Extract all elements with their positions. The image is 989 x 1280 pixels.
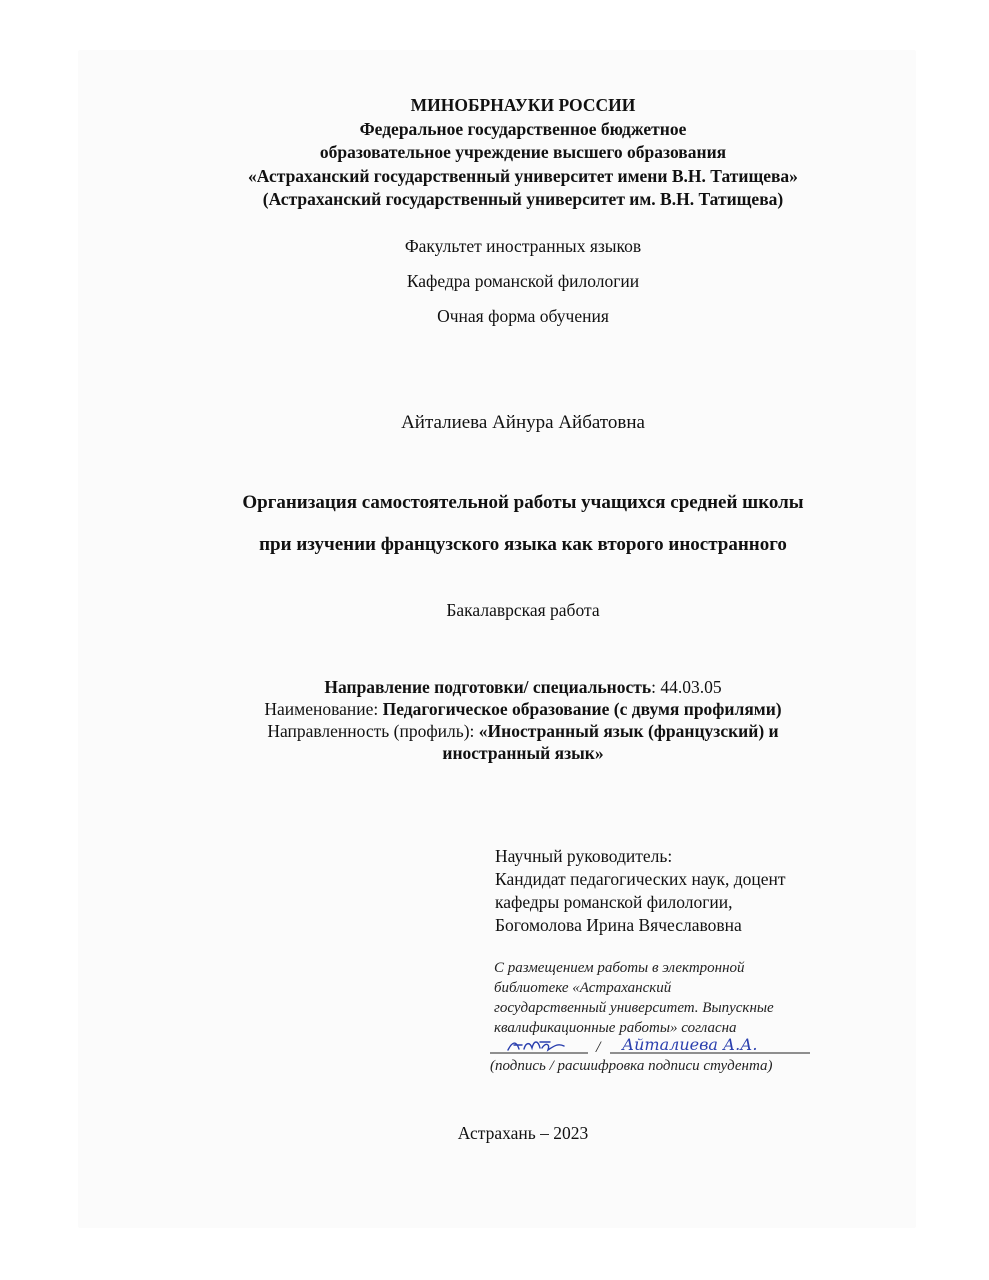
institution-header	[0, 94, 989, 212]
ministry-line: МИНОБРНАУКИ РОССИИ	[410, 95, 636, 115]
direction-block	[0, 676, 989, 764]
program-label: Наименование:	[264, 699, 383, 719]
institution-type-line: Федеральное государственное бюджетное	[359, 118, 687, 139]
supervisor-block	[495, 845, 786, 937]
program-value: Педагогическое образование (с двумя профилями)	[382, 699, 782, 719]
direction-line-3	[0, 720, 989, 742]
supervisor-department: кафедры романской филологии,	[495, 892, 733, 912]
university-full-name: «Астраханский государственный университет имени В.Н. Татищева»	[248, 165, 798, 186]
supervisor-name: Богомолова Ирина Вячеславовна	[495, 915, 742, 935]
signature-separator: /	[596, 1039, 601, 1056]
institution-level-line: образовательное учреждение высшего образования	[319, 142, 727, 162]
work-type: Бакалаврская работа	[446, 600, 600, 620]
profile-value: «Иностранный язык (французский) и	[478, 721, 779, 741]
handwritten-name: Айталиева А.А.	[622, 1035, 758, 1054]
consent-line-1: С размещением работы в электронной	[494, 960, 745, 976]
handwritten-signature	[508, 1042, 564, 1050]
direction-code: : 44.03.05	[651, 677, 722, 697]
direction-label: Направление подготовки/ специальность	[324, 677, 652, 697]
direction-line-1	[0, 676, 989, 698]
direction-line-2	[0, 698, 989, 720]
signature-caption: (подпись / расшифровка подписи студента)	[490, 1058, 773, 1074]
consent-line-3: государственный университет. Выпускные	[494, 1000, 774, 1016]
author-name: Айталиева Айнура Айбатовна	[401, 412, 645, 433]
profile-value-continued: иностранный язык»	[442, 743, 604, 763]
thesis-title-line-2: при изучении французского языка как второго иностранного	[259, 534, 787, 555]
consent-statement	[494, 958, 774, 1038]
signature-line	[488, 1028, 818, 1060]
thesis-title-line-1: Организация самостоятельной работы учащихся средней школы	[242, 492, 804, 513]
supervisor-label: Научный руководитель:	[495, 846, 673, 866]
consent-line-4: квалификационные работы» согласна	[494, 1020, 737, 1036]
study-form: Очная форма обучения	[437, 306, 609, 326]
faculty-name: Факультет иностранных языков	[404, 236, 642, 256]
supervisor-degree: Кандидат педагогических наук, доцент	[495, 869, 786, 889]
department-name: Кафедра романской филологии	[406, 271, 640, 291]
thesis-title	[0, 482, 989, 566]
city-year: Астрахань – 2023	[457, 1123, 589, 1143]
university-short-name: (Астраханский государственный университет им. В.Н. Татищева)	[262, 189, 784, 209]
profile-label: Направленность (профиль):	[267, 721, 479, 741]
consent-line-2: библиотеке «Астраханский	[494, 980, 672, 996]
